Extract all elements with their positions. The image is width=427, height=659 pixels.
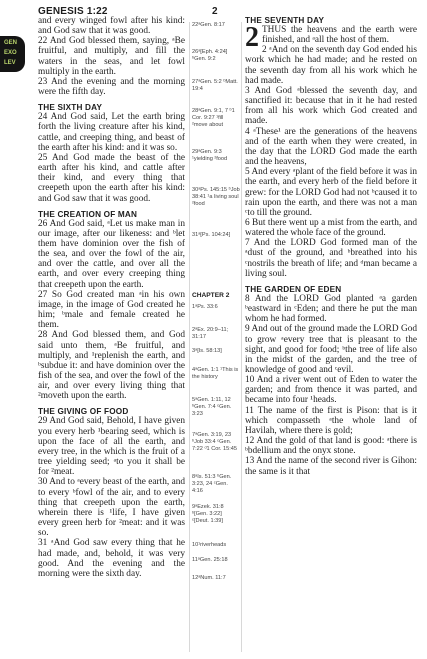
tab-book-gen: GEN <box>4 40 18 46</box>
verse-paragraph: 7 And the LORD God formed man of the ᵃdust of the ground, and ᵇbreathed into his ᶜnostrils the breath of life; and ᵈman became a living soul. <box>245 238 417 279</box>
cross-reference-column <box>192 22 240 652</box>
column-divider-left <box>189 22 190 652</box>
verse-paragraph: 22 And God blessed them, saying, ᵃBe fruitful, and multiply, and fill the waters in the seas, and let fowl multiply in the earth. <box>38 36 185 77</box>
section-heading: THE SIXTH DAY <box>38 103 103 113</box>
cross-reference-note: 28ᵃGen. 9:1, 7 ᵇ1 Cor. 9:27 ¹fill ²move about <box>192 108 235 128</box>
chapter-opening-verse <box>245 22 417 53</box>
verse-paragraph: 26 And God said, ᵃLet us make man in our image, after our likeness: and ᵇlet them have dominion over the fish of the sea, and over the fowl of the air, and over the cattle, and over all the earth, and over every creeping thing that creepeth upon the earth. <box>38 218 185 290</box>
verse-paragraph: 2 ᵃAnd on the seventh day God ended his work which he had made; and he rested on the seventh day from all his work which he had made. <box>245 45 417 86</box>
section-heading: THE SEVENTH DAY <box>245 16 325 25</box>
verse-paragraph: 23 And the evening and the morning were the fifth day. <box>38 76 185 98</box>
cross-reference-note: 4ᵃGen. 1:1 ¹This is the history <box>192 367 239 380</box>
cross-reference-note: 1ᵃPs. 33:6 <box>192 304 218 310</box>
cross-reference-note: 8ᵃIs. 51:3 ᵇGen. 3:23, 24 ᶜGen. 4:16 <box>192 474 232 494</box>
cross-reference-note: 10¹riverheads <box>192 542 227 548</box>
book-thumb-tab[interactable] <box>0 36 25 72</box>
verse-paragraph: 13 And the name of the second river is Gihon: the same is it that <box>245 456 417 477</box>
verse-paragraph: 8 And the LORD God planted ᵃa garden ᵇeastward in ᶜEden; and there he put the man whom he had formed. <box>245 293 417 325</box>
right-text-column <box>245 16 417 656</box>
verse-paragraph: 25 And God made the beast of the earth after his kind, and cattle after their kind, and every thing that creepeth upon the earth after his kind: and God saw that it was good. <box>38 152 185 204</box>
chapter-drop-cap: 2 <box>245 22 259 53</box>
page-number: 2 <box>212 6 218 17</box>
verse-paragraph: 24 And God said, Let the earth bring forth the living creature after his kind, cattle, and creeping thing, and beast of the earth after his kind: and it was so. <box>38 112 185 153</box>
cross-reference-note: 9ᵃEzek. 31:8 ᵇ[Gen. 3:22] ᶜ[Deut. 1:39] <box>192 504 224 524</box>
tab-book-exo: EXO <box>4 50 17 56</box>
verse-paragraph: 5 And every ᵃplant of the field before it was in the earth, and every herb of the field before it grew: for the LORD God had not ᵇcaused it to rain upon the earth, and there was not a man ᶜto till the ground. <box>245 167 417 218</box>
section-heading: THE GIVING OF FOOD <box>38 407 129 417</box>
verse-paragraph: 3 And God ᵃblessed the seventh day, and sanctified it: because that in it he had rested from all his work which God created and made. <box>245 85 417 127</box>
left-text-column <box>38 16 185 656</box>
verse-paragraph: 9 And out of the ground made the LORD God to grow ᵃevery tree that is pleasant to the sight, and good for food; ᵇthe tree of life also in the midst of the garden, and the tree of knowledge of good and ᶜevil. <box>245 324 417 375</box>
cross-reference-note: 22ᵃGen. 8:17 <box>192 22 225 28</box>
cross-reference-note: 30ᵃPs. 145:15 ᵇJob 38:41 ¹a living soul ²food <box>192 187 240 207</box>
cross-reference-note: 11ᵃGen. 25:18 <box>192 557 228 563</box>
verse-text: THUS the heavens and the earth were finished, and ᵃall the host of them. <box>262 25 417 46</box>
cross-reference-note: 26ᵃ[Eph. 4:24] ᵇGen. 9:2 <box>192 49 228 62</box>
running-head-reference: GENESIS 1:22 <box>38 6 108 17</box>
section-heading: THE GARDEN OF EDEN <box>245 284 342 294</box>
section-heading: THE CREATION OF MAN <box>38 209 138 219</box>
verse-paragraph: 12 And the gold of that land is good: ᵃthere is ᵇbdellium and the onyx stone. <box>245 436 417 457</box>
verse-paragraph: 4 ᵃThese¹ are the generations of the heavens and of the earth when they were created, in the day that the LORD God made the earth and the heavens, <box>245 126 417 168</box>
cross-reference-note: 27ᵃGen. 5:2 ᵇMatt. 19:4 <box>192 79 238 92</box>
cross-reference-note: 2ᵃEx. 20:9–11; 31:17 <box>192 327 229 340</box>
verse-paragraph: and every winged fowl after his kind: and God saw that it was good. <box>38 16 185 37</box>
cross-reference-note: 29ᵃGen. 9:3 ¹yielding ²food <box>192 149 228 162</box>
verse-paragraph: 28 And God blessed them, and God said unto them, ᵃBe fruitful, and multiply, and ¹replenish the earth, and ᵇsubdue it: and have dominion over the fish of the sea, and over the fowl of the air, and over every living thing that ²moveth upon the earth. <box>38 330 185 402</box>
verse-paragraph: 27 So God created man ᵃin his own image, in the image of God created he him; ᵇmale and female created he them. <box>38 289 185 331</box>
cross-reference-note: 31ᵃ[Ps. 104:24] <box>192 232 231 238</box>
verse-paragraph: 30 And to ᵃevery beast of the earth, and to every ᵇfowl of the air, and to every thing that creepeth upon the earth, wherein there is ¹life, I have given every green herb for ²meat: and it was so. <box>38 477 185 539</box>
cross-reference-note: 5ᵃGen. 1:11, 12 ᵇGen. 7:4 ᶜGen. 3:23 <box>192 397 232 417</box>
column-divider-right <box>241 22 242 652</box>
verse-paragraph: 29 And God said, Behold, I have given you every herb ¹bearing seed, which is upon the face of all the earth, and every tree, in the which is the fruit of a tree yielding seed; ᵃto you it shall be for ²meat. <box>38 416 185 478</box>
cross-reference-note: 12ᵃNum. 11:7 <box>192 575 226 581</box>
verse-paragraph: 31 ᵃAnd God saw every thing that he had made, and, behold, it was very good. And the evening and the morning were the sixth day. <box>38 538 185 579</box>
verse-paragraph: 11 The name of the first is Pison: that is it which compasseth ᵃthe whole land of Havilah, where there is gold; <box>245 405 417 436</box>
chapter-label: CHAPTER 2 <box>192 292 230 299</box>
tab-book-lev: LEV <box>4 60 16 66</box>
cross-reference-note: 7ᵃGen. 3:19, 23 ᵇJob 33:4 ᶜGen. 7:22 ᵈ1 Cor. 15:45 <box>192 432 238 452</box>
verse-paragraph: 6 But there went up a mist from the earth, and watered the whole face of the ground. <box>245 217 417 239</box>
verse-paragraph: 10 And a river went out of Eden to water the garden; and from thence it was parted, and became into four ¹heads. <box>245 375 417 406</box>
cross-reference-note: 3ᵃ[Is. 58:13] <box>192 348 222 354</box>
